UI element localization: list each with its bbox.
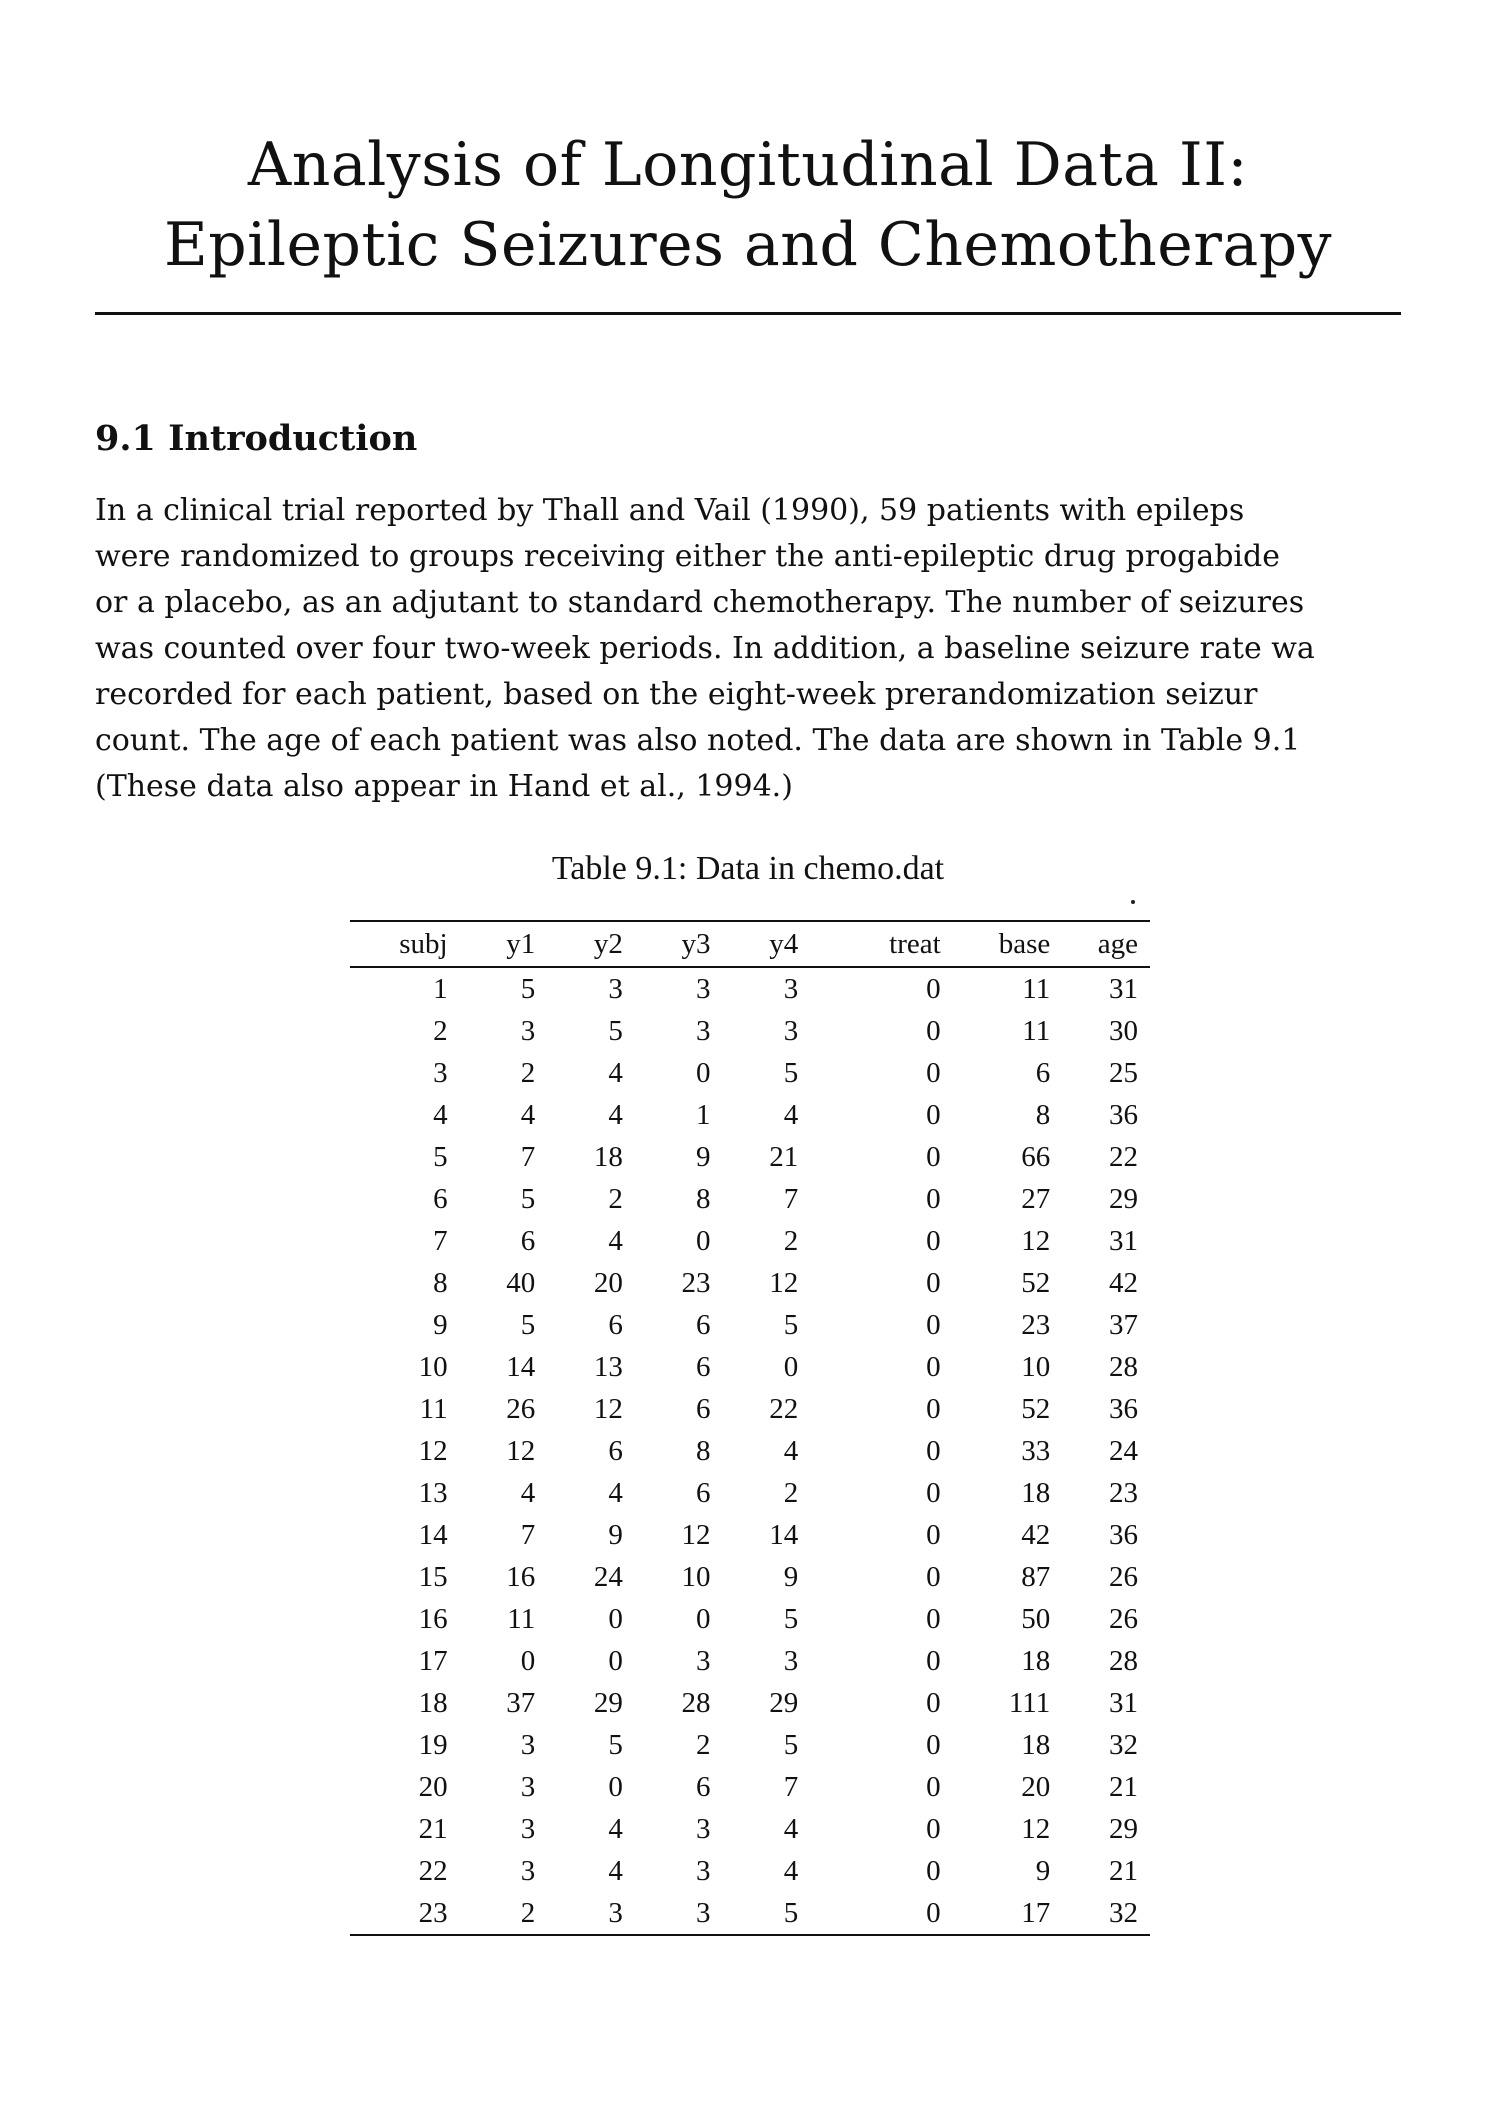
table-body [350, 967, 1150, 1935]
table-cell-treat: 0 [926, 1854, 941, 1887]
table-cell-y3: 3 [635, 1892, 723, 1935]
table-cell-treat: 0 [926, 1770, 941, 1803]
table-cell-y3: 6 [696, 1770, 711, 1803]
table-cell-subj: 17 [418, 1644, 448, 1677]
table-cell-subj: 2 [433, 1014, 448, 1047]
table-cell-subj: 1 [433, 972, 448, 1005]
table-cell-y4: 5 [783, 1728, 799, 1761]
table-row [350, 1178, 1150, 1220]
table-cell-y1: 4 [520, 1476, 536, 1509]
table-cell-subj: 14 [418, 1518, 448, 1551]
table-cell-y3: 8 [696, 1182, 711, 1215]
table-cell-y1: 2 [520, 1056, 536, 1089]
table-cell-y2: 3 [547, 1892, 635, 1935]
table-cell-base: 33 [1021, 1434, 1051, 1467]
table-cell-subj: 9 [433, 1308, 448, 1341]
table-cell-base: 9 [1035, 1854, 1051, 1887]
table-cell-base: 6 [1035, 1056, 1051, 1089]
table-cell-subj: 22 [418, 1854, 448, 1887]
table-cell-treat: 0 [926, 972, 941, 1005]
table-cell-y1: 14 [506, 1350, 536, 1383]
table-cell-y2: 0 [608, 1602, 623, 1635]
table-cell-subj: 18 [418, 1686, 448, 1719]
table-cell-subj: 15 [418, 1560, 448, 1593]
table-cell-base: 18 [1021, 1728, 1051, 1761]
intro-paragraph [95, 488, 1401, 810]
table-cell-y4: 5 [783, 1602, 799, 1635]
table-cell-age: 29 [1109, 1812, 1138, 1845]
table-cell-subj: 10 [418, 1350, 448, 1383]
table-cell-y3: 28 [681, 1686, 711, 1719]
table-cell-y2: 3 [608, 972, 623, 1005]
table-row [350, 1136, 1150, 1178]
table-cell-y2: 24 [593, 1560, 623, 1593]
table-cell-base: 23 [1021, 1308, 1051, 1341]
table-row [350, 1472, 1150, 1514]
table-cell-y3: 3 [696, 1014, 711, 1047]
chapter-title [0, 125, 1496, 285]
table-cell-base: 18 [1021, 1476, 1051, 1509]
table-cell-y1: 3 [520, 1812, 536, 1845]
table-cell-base: 12 [1021, 1224, 1051, 1257]
table-cell-base: 11 [1022, 972, 1051, 1005]
table-cell-y1: 5 [520, 1182, 536, 1215]
table-row [350, 1556, 1150, 1598]
table-cell-treat: 0 [926, 1056, 941, 1089]
table-cell-y3: 3 [696, 1854, 711, 1887]
table-cell-age: 36 [1109, 1518, 1138, 1551]
table-cell-y2: 4 [608, 1224, 623, 1257]
table-cell-y4: 0 [783, 1350, 799, 1383]
table-cell-y2: 4 [608, 1056, 623, 1089]
table-cell-y1: 16 [506, 1560, 536, 1593]
table-cell-y3: 12 [681, 1518, 711, 1551]
table-cell-y1: 5 [520, 1308, 536, 1341]
table-cell-age: 31 [1109, 972, 1138, 1005]
table-cell-y3: 8 [696, 1434, 711, 1467]
column-header-y1: y1 [460, 921, 548, 967]
table-cell-y1: 7 [520, 1140, 536, 1173]
intro-line: was counted over four two-week periods. In addition, a baseline seizure rate wa [95, 631, 1315, 666]
table-cell-y1: 3 [520, 1854, 536, 1887]
table-cell-y1: 40 [506, 1266, 536, 1299]
table-cell-subj: 20 [418, 1770, 448, 1803]
table-cell-age: 31 [1109, 1686, 1138, 1719]
table-row [350, 1262, 1150, 1304]
table-cell-y3: 23 [681, 1266, 711, 1299]
intro-line: In a clinical trial reported by Thall and Vail (1990), 59 patients with epileps [95, 493, 1245, 528]
table-cell-age: 36 [1109, 1392, 1138, 1425]
intro-line: count. The age of each patient was also noted. The data are shown in Table 9.1 [95, 723, 1301, 758]
table-cell-y1: 4 [520, 1098, 536, 1131]
table-row [350, 1094, 1150, 1136]
table-row [350, 1640, 1150, 1682]
table-cell-treat: 0 [926, 1476, 941, 1509]
table-cell-subj: 23 [350, 1892, 460, 1935]
table-cell-y3: 6 [696, 1476, 711, 1509]
column-header-y3: y3 [635, 921, 723, 967]
table-cell-subj: 12 [418, 1434, 448, 1467]
table-cell-y3: 0 [696, 1602, 711, 1635]
table-cell-base: 17 [953, 1892, 1063, 1935]
table-cell-base: 10 [1021, 1350, 1051, 1383]
table-cell-y2: 9 [608, 1518, 623, 1551]
table-cell-age: 29 [1109, 1182, 1138, 1215]
table-row [350, 1430, 1150, 1472]
table-cell-treat: 0 [926, 1392, 941, 1425]
table-cell-subj: 21 [418, 1812, 448, 1845]
table-cell-y4: 2 [783, 1476, 799, 1509]
table-row [350, 1010, 1150, 1052]
intro-line: (These data also appear in Hand et al., 1994.) [95, 769, 793, 804]
table-cell-base: 11 [1022, 1014, 1051, 1047]
table-caption: Table 9.1: Data in chemo.dat [551, 850, 945, 887]
table-cell-age: 26 [1109, 1602, 1138, 1635]
column-header-age: age [1062, 921, 1150, 967]
table-cell-y4: 4 [783, 1854, 799, 1887]
table-cell-treat: 0 [926, 1140, 941, 1173]
table-cell-age: 22 [1109, 1140, 1138, 1173]
table-cell-age: 28 [1109, 1644, 1138, 1677]
table-cell-base: 87 [1021, 1560, 1051, 1593]
table-cell-subj: 19 [418, 1728, 448, 1761]
table-cell-y2: 4 [608, 1476, 623, 1509]
table-cell-y4: 3 [783, 1014, 799, 1047]
table-cell-y1: 26 [506, 1392, 536, 1425]
chapter-title-line-2: Epileptic Seizures and Chemotherapy [163, 210, 1333, 280]
table-cell-y2: 4 [608, 1098, 623, 1131]
table-cell-y3: 1 [696, 1098, 711, 1131]
table-cell-y2: 5 [608, 1728, 623, 1761]
table-cell-y2: 6 [608, 1308, 623, 1341]
table-cell-treat: 0 [926, 1014, 941, 1047]
table-cell-y2: 29 [593, 1686, 623, 1719]
table-cell-base: 111 [1008, 1686, 1051, 1719]
table-cell-y1: 6 [520, 1224, 536, 1257]
table-cell-treat: 0 [926, 1602, 941, 1635]
table-row [350, 1388, 1150, 1430]
table-cell-y4: 12 [769, 1266, 799, 1299]
table-cell-base: 12 [1021, 1812, 1051, 1845]
table-cell-y2: 0 [608, 1770, 623, 1803]
table-cell-treat: 0 [926, 1728, 941, 1761]
column-header-treat: treat [810, 921, 952, 967]
table-cell-y2: 13 [593, 1350, 623, 1383]
table-row [350, 1766, 1150, 1808]
table-cell-y1: 11 [507, 1602, 536, 1635]
table-row [350, 1514, 1150, 1556]
table-cell-y2: 20 [593, 1266, 623, 1299]
table-cell-y4: 7 [783, 1770, 799, 1803]
table-cell-age: 42 [1109, 1266, 1138, 1299]
column-header-y2: y2 [547, 921, 635, 967]
table-cell-base: 66 [1021, 1140, 1051, 1173]
table-row [350, 1346, 1150, 1388]
table-cell-y3: 10 [681, 1560, 711, 1593]
table-cell-y1: 7 [520, 1518, 536, 1551]
table-cell-y4: 5 [723, 1892, 811, 1935]
table-row [350, 1598, 1150, 1640]
table-cell-age: 32 [1109, 1728, 1138, 1761]
table-cell-y4: 5 [783, 1056, 799, 1089]
table-cell-y2: 4 [608, 1854, 623, 1887]
table-cell-y4: 3 [783, 1644, 799, 1677]
table-cell-y3: 6 [696, 1308, 711, 1341]
data-table [350, 920, 1150, 1936]
table-cell-age: 32 [1062, 1892, 1150, 1935]
table-cell-base: 8 [1035, 1098, 1051, 1131]
table-cell-y1: 5 [520, 972, 536, 1005]
table-cell-age: 30 [1109, 1014, 1138, 1047]
intro-line: were randomized to groups receiving either the anti-epileptic drug progabide [95, 539, 1280, 574]
table-cell-treat: 0 [926, 1560, 941, 1593]
table-cell-y1: 3 [520, 1728, 536, 1761]
table-cell-age: 23 [1109, 1476, 1138, 1509]
table-cell-subj: 11 [419, 1392, 448, 1425]
table-row [350, 1052, 1150, 1094]
table-row [350, 1304, 1150, 1346]
table-cell-age: 21 [1109, 1854, 1138, 1887]
table-cell-age: 36 [1109, 1098, 1138, 1131]
table-cell-treat: 0 [926, 1350, 941, 1383]
table-row [350, 1850, 1150, 1892]
table-cell-subj: 13 [418, 1476, 448, 1509]
table-cell-base: 18 [1021, 1644, 1051, 1677]
table-cell-y4: 4 [783, 1434, 799, 1467]
table-cell-subj: 6 [433, 1182, 448, 1215]
table-cell-y4: 22 [769, 1392, 799, 1425]
table-cell-y2: 2 [608, 1182, 623, 1215]
table-cell-treat: 0 [926, 1098, 941, 1131]
table-cell-age: 31 [1109, 1224, 1138, 1257]
table-row [350, 1682, 1150, 1724]
table-cell-y1: 3 [520, 1770, 536, 1803]
table-cell-base: 50 [1021, 1602, 1051, 1635]
table-cell-y4: 14 [769, 1518, 799, 1551]
table-cell-treat: 0 [810, 1892, 952, 1935]
table-cell-treat: 0 [926, 1308, 941, 1341]
intro-line: recorded for each patient, based on the eight-week prerandomization seizur [95, 677, 1258, 712]
table-cell-base: 27 [1021, 1182, 1051, 1215]
table-cell-y3: 3 [696, 972, 711, 1005]
table-cell-y1: 12 [506, 1434, 536, 1467]
table-cell-age: 26 [1109, 1560, 1138, 1593]
section-heading [95, 418, 417, 459]
table-cell-y4: 3 [783, 972, 799, 1005]
table-cell-y3: 3 [696, 1644, 711, 1677]
table-cell-y3: 0 [696, 1056, 711, 1089]
table-cell-y4: 4 [783, 1812, 799, 1845]
table-cell-age: 25 [1109, 1056, 1138, 1089]
column-header-y4: y4 [723, 921, 811, 967]
table-cell-y1: 2 [460, 1892, 548, 1935]
table-cell-base: 52 [1021, 1266, 1051, 1299]
table-cell-y1: 3 [520, 1014, 536, 1047]
table-cell-y3: 6 [696, 1350, 711, 1383]
print-speck [1131, 900, 1135, 904]
table-cell-base: 42 [1021, 1518, 1051, 1551]
table-cell-y2: 18 [593, 1140, 623, 1173]
table-cell-y4: 7 [783, 1182, 799, 1215]
table-row [350, 1892, 1150, 1935]
table-cell-base: 52 [1021, 1392, 1051, 1425]
table-cell-y4: 2 [783, 1224, 799, 1257]
column-header-subj: subj [350, 921, 460, 967]
table-cell-y3: 3 [696, 1812, 711, 1845]
table-cell-y3: 0 [696, 1224, 711, 1257]
table-cell-y4: 21 [769, 1140, 799, 1173]
table-cell-y2: 0 [608, 1644, 623, 1677]
table-cell-age: 24 [1109, 1434, 1138, 1467]
table-row [350, 1724, 1150, 1766]
section-number: 9.1 [95, 418, 156, 459]
table-cell-treat: 0 [926, 1266, 941, 1299]
column-header-base: base [953, 921, 1063, 967]
table-cell-treat: 0 [926, 1182, 941, 1215]
intro-line: or a placebo, as an adjutant to standard chemotherapy. The number of seizures [95, 585, 1305, 620]
table-cell-y2: 6 [608, 1434, 623, 1467]
table-cell-y4: 9 [783, 1560, 799, 1593]
table-cell-treat: 0 [926, 1812, 941, 1845]
table-cell-subj: 7 [433, 1224, 448, 1257]
table-cell-subj: 5 [433, 1140, 448, 1173]
table-cell-base: 20 [1021, 1770, 1051, 1803]
table-row [350, 967, 1150, 1010]
table-cell-y3: 9 [696, 1140, 711, 1173]
table-cell-y2: 4 [608, 1812, 623, 1845]
table-cell-treat: 0 [926, 1518, 941, 1551]
table-cell-age: 21 [1109, 1770, 1138, 1803]
table-cell-y4: 5 [783, 1308, 799, 1341]
table-cell-subj: 8 [433, 1266, 448, 1299]
table-cell-treat: 0 [926, 1686, 941, 1719]
table-cell-treat: 0 [926, 1224, 941, 1257]
table-row [350, 1808, 1150, 1850]
table-header-row [350, 921, 1150, 967]
section-title: Introduction [168, 418, 418, 459]
table-cell-age: 37 [1109, 1308, 1138, 1341]
table-cell-y1: 37 [506, 1686, 536, 1719]
table-cell-treat: 0 [926, 1434, 941, 1467]
chapter-title-line-1: Analysis of Longitudinal Data II: [247, 130, 1249, 200]
table-cell-y1: 0 [520, 1644, 536, 1677]
table-cell-age: 28 [1109, 1350, 1138, 1383]
table-header [350, 921, 1150, 967]
table-cell-subj: 16 [418, 1602, 448, 1635]
table-cell-subj: 4 [433, 1098, 448, 1131]
table-cell-y4: 29 [769, 1686, 799, 1719]
table-cell-y3: 2 [696, 1728, 711, 1761]
title-rule [95, 312, 1401, 315]
table-cell-y2: 12 [593, 1392, 623, 1425]
table-row [350, 1220, 1150, 1262]
table-cell-treat: 0 [926, 1644, 941, 1677]
table-cell-y3: 6 [696, 1392, 711, 1425]
table-cell-subj: 3 [433, 1056, 448, 1089]
table-cell-y4: 4 [783, 1098, 799, 1131]
table-cell-y2: 5 [608, 1014, 623, 1047]
